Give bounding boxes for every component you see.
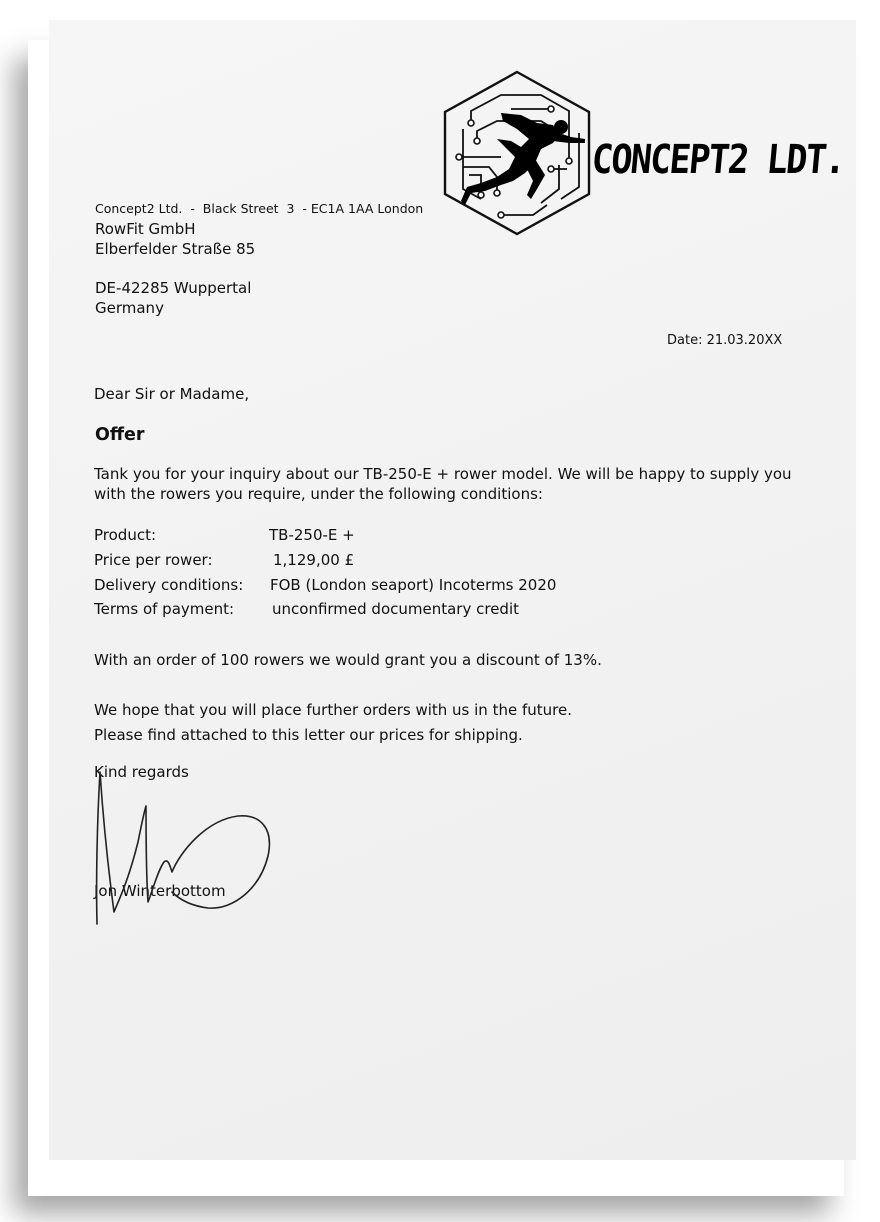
closing-line: Please find attached to this letter our prices for shipping. xyxy=(94,726,523,744)
condition-label: Product: xyxy=(94,526,157,544)
letter-page xyxy=(49,20,856,1160)
sender-address-line: Concept2 Ltd. - Black Street 3 - EC1A 1AA London xyxy=(95,201,424,216)
closing-line: We hope that you will place further orders with us in the future. xyxy=(94,701,572,719)
company-name: CONCEPT2 LDT. xyxy=(589,137,847,183)
runner-circuit-logo-icon xyxy=(441,69,593,237)
condition-value: 1,129,00 £ xyxy=(273,551,355,569)
salutation: Dear Sir or Madame, xyxy=(94,385,250,403)
recipient-street: Elberfelder Straße 85 xyxy=(95,240,256,258)
condition-label: Terms of payment: xyxy=(94,600,235,618)
condition-value: TB-250-E + xyxy=(269,526,355,544)
recipient-city: DE-42285 Wuppertal xyxy=(95,279,252,297)
condition-label: Delivery conditions: xyxy=(94,576,244,594)
discount-paragraph: With an order of 100 rowers we would grant you a discount of 13%. xyxy=(94,651,602,669)
condition-value: FOB (London seaport) Incoterms 2020 xyxy=(270,576,557,594)
recipient-country: Germany xyxy=(95,299,164,317)
intro-paragraph: Tank you for your inquiry about our TB-250-E + rower model. We will be happy to supply you with the rowers you require, under the following conditions: xyxy=(94,465,792,503)
regards: Kind regards xyxy=(94,763,189,781)
letter-date: Date: 21.03.20XX xyxy=(667,333,783,348)
recipient-name: RowFit GmbH xyxy=(95,220,196,238)
condition-value: unconfirmed documentary credit xyxy=(272,600,519,618)
subject-heading: Offer xyxy=(95,425,145,445)
signatory-name: Jon Winterbottom xyxy=(94,882,226,900)
condition-label: Price per rower: xyxy=(94,551,213,569)
handwritten-signature-icon xyxy=(88,762,278,930)
